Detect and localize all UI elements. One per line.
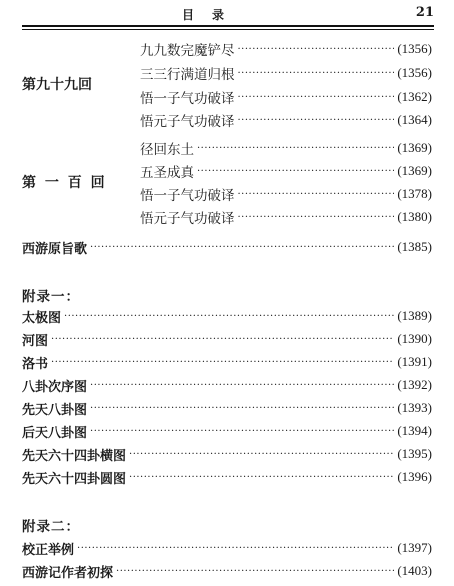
dot-leader	[238, 44, 395, 55]
toc-entry-title: 校正举例	[22, 542, 75, 558]
dot-leader	[64, 311, 394, 322]
toc-entry[interactable]	[140, 137, 432, 159]
toc-entry-title: 先天八卦图	[22, 402, 88, 418]
toc-entry-page: (1356)	[397, 65, 432, 80]
toc-entry-title: 三三行满道归根	[140, 67, 235, 83]
toc-entry[interactable]	[140, 183, 432, 205]
toc-entry-title: 径回东土	[140, 142, 194, 158]
toc-entry-page: (1385)	[397, 239, 432, 254]
toc-entry-title: 先天六十四卦横图	[22, 448, 127, 464]
toc-entry-title: 太极图	[22, 310, 62, 326]
dot-leader	[90, 242, 394, 253]
dot-leader	[197, 143, 394, 154]
toc-entry[interactable]	[22, 560, 432, 582]
toc-entry-page: (1395)	[397, 446, 432, 461]
appendix-1-heading: 附录一：	[22, 289, 80, 305]
dot-leader	[129, 472, 394, 483]
toc-entry[interactable]	[22, 328, 432, 350]
toc-entry[interactable]	[140, 38, 432, 60]
toc-entry[interactable]	[22, 397, 432, 419]
toc-entry[interactable]	[22, 351, 432, 373]
toc-entry-page: (1392)	[397, 377, 432, 392]
toc-entry-page: (1380)	[397, 209, 432, 224]
toc-entry-page: (1364)	[397, 112, 432, 127]
dot-leader	[129, 449, 394, 460]
toc-entry-title: 后天八卦图	[22, 425, 88, 441]
toc-entry[interactable]	[22, 443, 432, 465]
dot-leader	[90, 403, 394, 414]
toc-entry-title: 悟一子气功破译	[140, 188, 235, 204]
dot-leader	[238, 212, 395, 223]
toc-entry[interactable]	[22, 466, 432, 488]
toc-entry-title: 悟一子气功破译	[140, 91, 235, 107]
dot-leader	[51, 334, 394, 345]
toc-entry[interactable]	[22, 374, 432, 396]
toc-entry[interactable]	[22, 537, 432, 559]
toc-entry-page: (1391)	[397, 354, 432, 369]
toc-entry-page: (1396)	[397, 469, 432, 484]
toc-entry-page: (1389)	[397, 308, 432, 323]
toc-entry-page: (1378)	[397, 186, 432, 201]
toc-entry[interactable]	[22, 305, 432, 327]
toc-entry-title: 八卦次序图	[22, 379, 88, 395]
header-page-number: 21	[415, 5, 434, 20]
toc-entry-page: (1394)	[397, 423, 432, 438]
toc-entry-title: 九九数完魔铲尽	[140, 43, 235, 59]
toc-entry-page: (1369)	[397, 140, 432, 155]
page-header	[22, 2, 434, 28]
dot-leader	[238, 189, 395, 200]
toc-entry-page: (1390)	[397, 331, 432, 346]
dot-leader	[77, 543, 394, 554]
toc-entry[interactable]	[140, 109, 432, 131]
dot-leader	[238, 68, 395, 79]
header-title: 目录	[182, 8, 243, 22]
toc-entry-title: 悟元子气功破译	[140, 114, 235, 130]
toc-entry-page: (1369)	[397, 163, 432, 178]
toc-entry-title: 悟元子气功破译	[140, 211, 235, 227]
toc-entry-title: 河图	[22, 333, 49, 349]
toc-entry-page: (1362)	[397, 89, 432, 104]
toc-entry[interactable]	[140, 62, 432, 84]
dot-leader	[90, 426, 394, 437]
chapter-100-label: 第 一 百 回	[22, 175, 107, 191]
toc-entry-song[interactable]	[22, 236, 432, 258]
chapter-99-label: 第九十九回	[22, 77, 92, 93]
dot-leader	[238, 92, 395, 103]
header-rule-thick	[22, 25, 434, 27]
toc-entry-title: 先天六十四卦圆图	[22, 471, 127, 487]
toc-entry-title: 洛书	[22, 356, 49, 372]
toc-entry-page: (1397)	[397, 540, 432, 555]
dot-leader	[116, 566, 394, 577]
dot-leader	[238, 115, 395, 126]
dot-leader	[197, 166, 394, 177]
toc-entry[interactable]	[22, 420, 432, 442]
appendix-2-heading: 附录二：	[22, 519, 80, 535]
toc-entry-page: (1393)	[397, 400, 432, 415]
dot-leader	[51, 357, 394, 368]
dot-leader	[90, 380, 394, 391]
toc-entry-title: 五圣成真	[140, 165, 194, 181]
toc-entry-title: 西游原旨歌	[22, 241, 88, 257]
header-rule-thin	[22, 29, 434, 30]
toc-entry-page: (1403)	[397, 563, 432, 578]
toc-entry-page: (1356)	[397, 41, 432, 56]
toc-entry[interactable]	[140, 206, 432, 228]
toc-entry-title: 西游记作者初探	[22, 565, 114, 581]
toc-entry[interactable]	[140, 86, 432, 108]
toc-entry[interactable]	[140, 160, 432, 182]
